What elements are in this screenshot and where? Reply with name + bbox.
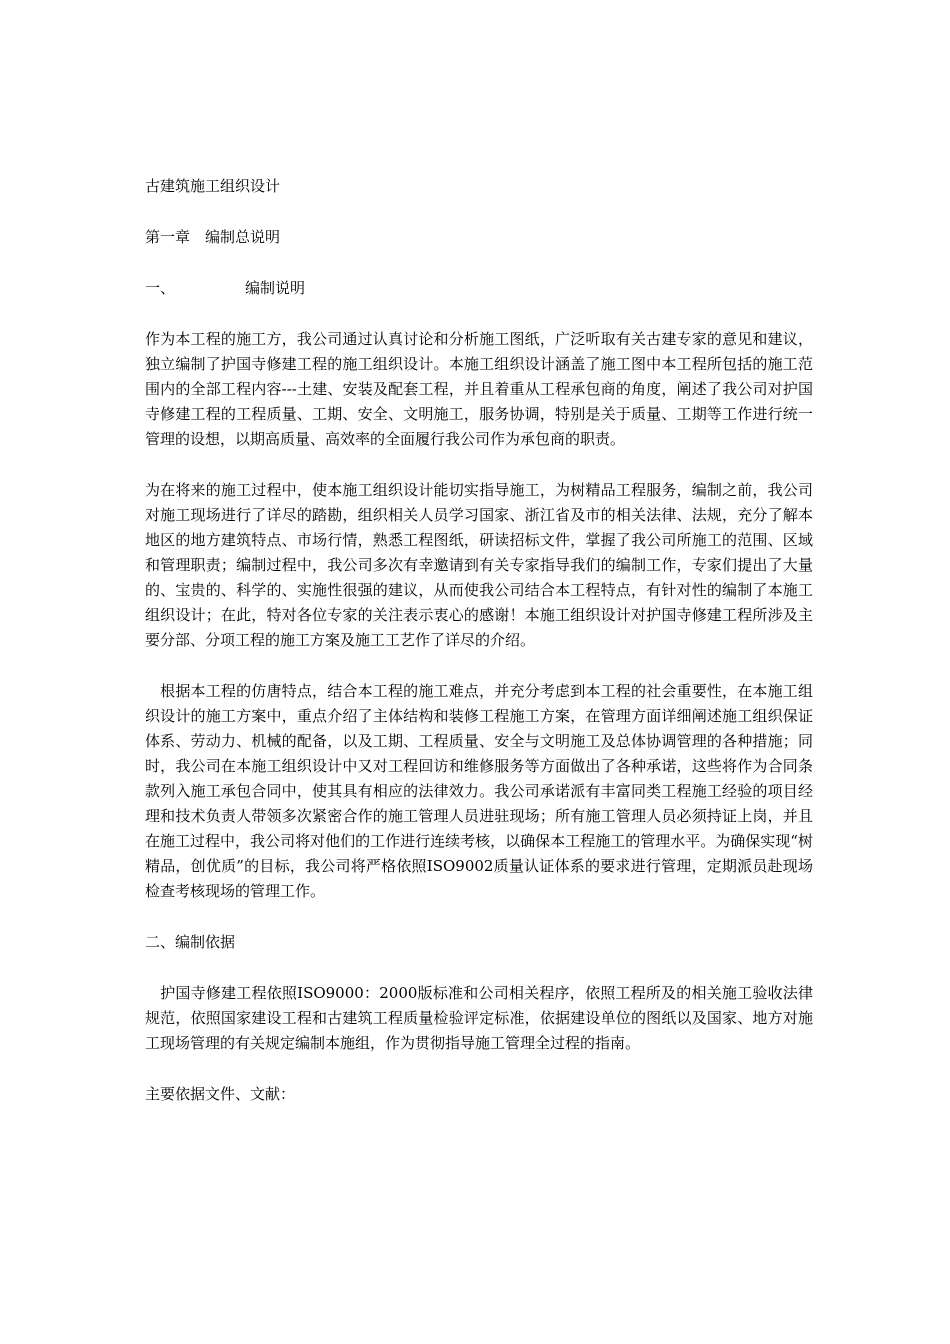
document-body xyxy=(145,174,813,1107)
paragraph: 护国寺修建工程依照ISO9000：2000版标准和公司相关程序，依照工程所及的相关施工验收法律规范，依照国家建设工程和古建筑工程质量检验评定标准，依据建设单位的图纸以及国家、地方对施工现场管理的有关规定编制本施组，作为贯彻指导施工管理全过程的指南。 xyxy=(145,984,813,1052)
document-title: 古建筑施工组织设计 xyxy=(145,177,281,195)
chapter-heading: 第一章 编制总说明 xyxy=(145,228,281,246)
paragraph: 为在将来的施工过程中，使本施工组织设计能切实指导施工，为树精品工程服务，编制之前，我公司对施工现场进行了详尽的踏勘，组织相关人员学习国家、浙江省及市的相关法律、法规，充分了解本地区的地方建筑特点、市场行情，熟悉工程图纸，研读招标文件，掌握了我公司所施工的范围、区域和管理职责；编制过程中，我公司多次有幸邀请到有关专家指导我们的编制工作，专家们提出了大量的、宝贵的、科学的、实施性很强的建议，从而使我公司结合本工程特点，有针对性的编制了本施工组织设计；在此，特对各位专家的关注表示衷心的感谢！本施工组织设计对护国寺修建工程所涉及主要分部、分项工程的施工方案及施工工艺作了详尽的介绍。 xyxy=(145,481,813,649)
section-heading-1 xyxy=(145,276,813,301)
section-title: 编制说明 xyxy=(245,279,306,297)
section-number: 一、 xyxy=(145,279,176,297)
paragraph: 根据本工程的仿唐特点，结合本工程的施工难点，并充分考虑到本工程的社会重要性，在本施工组织设计的施工方案中，重点介绍了主体结构和装修工程施工方案，在管理方面详细阐述施工组织保证体系、劳动力、机械的配备，以及工期、工程质量、安全与文明施工及总体协调管理的各种措施；同时，我公司在本施工组织设计中又对工程回访和维修服务等方面做出了各种承诺，这些将作为合同条款列入施工承包合同中，使其具有相应的法律效力。我公司承诺派有丰富同类工程施工经验的项目经理和技术负责人带领多次紧密合作的施工管理人员进驻现场；所有施工管理人员必须持证上岗，并且在施工过程中，我公司将对他们的工作进行连续考核，以确保本工程施工的管理水平。为确保实现“树精品，创优质”的目标，我公司将严格依照ISO9002质量认证体系的要求进行管理，定期派员赴现场检查考核现场的管理工作。 xyxy=(145,682,813,900)
paragraph: 作为本工程的施工方，我公司通过认真讨论和分析施工图纸，广泛听取有关古建专家的意见和建议，独立编制了护国寺修建工程的施工组织设计。本施工组织设计涵盖了施工图中本工程所包括的施工范围内的全部工程内容---土建、安装及配套工程，并且着重从工程承包商的角度，阐述了我公司对护国寺修建工程的工程质量、工期、安全、文明施工，服务协调，特别是关于质量、工期等工作进行统一管理的设想，以期高质量、高效率的全面履行我公司作为承包商的职责。 xyxy=(145,330,813,448)
main-basis-label: 主要依据文件、文献： xyxy=(145,1085,296,1103)
section-heading-2: 二、编制依据 xyxy=(145,933,236,951)
